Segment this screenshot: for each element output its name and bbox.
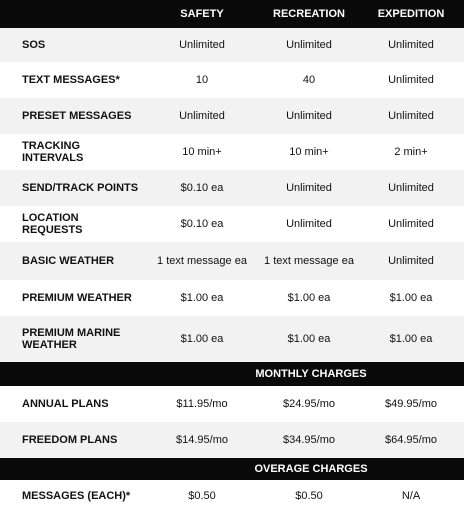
cell-expedition: N/A (401, 490, 421, 502)
cell-safety: Unlimited (179, 110, 225, 122)
cell-recreation: 10 min+ (289, 146, 329, 158)
cell-recreation: $34.95/mo (283, 434, 335, 446)
table-row (0, 206, 464, 242)
table-row (0, 242, 464, 280)
cell-recreation: Unlimited (286, 218, 332, 230)
cell-safety: 10 (195, 74, 209, 86)
row-label: FREEDOM PLANS (22, 433, 118, 446)
cell-expedition: $64.95/mo (385, 434, 437, 446)
cell-recreation: $1.00 ea (287, 292, 331, 304)
cell-expedition: $49.95/mo (385, 398, 437, 410)
table-row (0, 28, 464, 62)
cell-recreation: Unlimited (286, 110, 332, 122)
table-row (0, 280, 464, 316)
cell-recreation: $24.95/mo (283, 398, 335, 410)
table-row (0, 98, 464, 134)
row-label: LOCATION REQUESTS (22, 211, 83, 236)
row-label: SOS (22, 38, 46, 51)
cell-expedition: Unlimited (388, 218, 434, 230)
column-header-recreation: RECREATION (273, 8, 345, 20)
cell-recreation: $0.50 (295, 490, 323, 502)
row-label: BASIC WEATHER (22, 254, 115, 267)
row-label: ANNUAL PLANS (22, 397, 109, 410)
row-label: PREMIUM WEATHER (22, 291, 132, 304)
cell-safety: $0.10 ea (180, 182, 224, 194)
cell-recreation: 1 text message ea (264, 255, 354, 267)
cell-expedition: Unlimited (388, 255, 434, 267)
cell-expedition: Unlimited (388, 110, 434, 122)
section-header-overage (0, 458, 464, 480)
table-row (0, 386, 464, 422)
row-label: PRESET MESSAGES (22, 109, 132, 122)
table-row (0, 316, 464, 362)
cell-safety: $0.10 ea (180, 218, 224, 230)
section-title: OVERAGE CHARGES (254, 463, 368, 475)
cell-safety: 1 text message ea (157, 255, 247, 267)
row-label: SEND/TRACK POINTS (22, 181, 139, 194)
table-row (0, 422, 464, 458)
cell-recreation: Unlimited (286, 39, 332, 51)
cell-safety: 10 min+ (182, 146, 222, 158)
cell-expedition: $1.00 ea (389, 292, 433, 304)
cell-expedition: Unlimited (388, 182, 434, 194)
column-header-safety: SAFETY (180, 8, 224, 20)
cell-safety: Unlimited (179, 39, 225, 51)
row-label: PREMIUM MARINE WEATHER (22, 326, 121, 351)
cell-recreation: Unlimited (286, 182, 332, 194)
cell-safety: $14.95/mo (176, 434, 228, 446)
row-label: TRACKING INTERVALS (22, 139, 84, 164)
table-row (0, 62, 464, 98)
section-title: MONTHLY CHARGES (255, 368, 367, 380)
cell-safety: $1.00 ea (180, 333, 224, 345)
table-header (0, 0, 464, 28)
cell-recreation: $1.00 ea (287, 333, 331, 345)
table-row (0, 170, 464, 206)
cell-recreation: 40 (302, 74, 316, 86)
cell-safety: $1.00 ea (180, 292, 224, 304)
cell-expedition: $1.00 ea (389, 333, 433, 345)
column-header-expedition: EXPEDITION (377, 8, 445, 20)
section-header-monthly (0, 362, 464, 386)
cell-safety: $11.95/mo (176, 398, 228, 410)
table-row (0, 134, 464, 170)
cell-expedition: Unlimited (388, 39, 434, 51)
cell-expedition: 2 min+ (394, 146, 428, 158)
cell-safety: $0.50 (188, 490, 216, 502)
row-label: MESSAGES (EACH)* (22, 489, 131, 502)
table-row (0, 480, 464, 512)
cell-expedition: Unlimited (388, 74, 434, 86)
row-label: TEXT MESSAGES* (22, 73, 120, 86)
